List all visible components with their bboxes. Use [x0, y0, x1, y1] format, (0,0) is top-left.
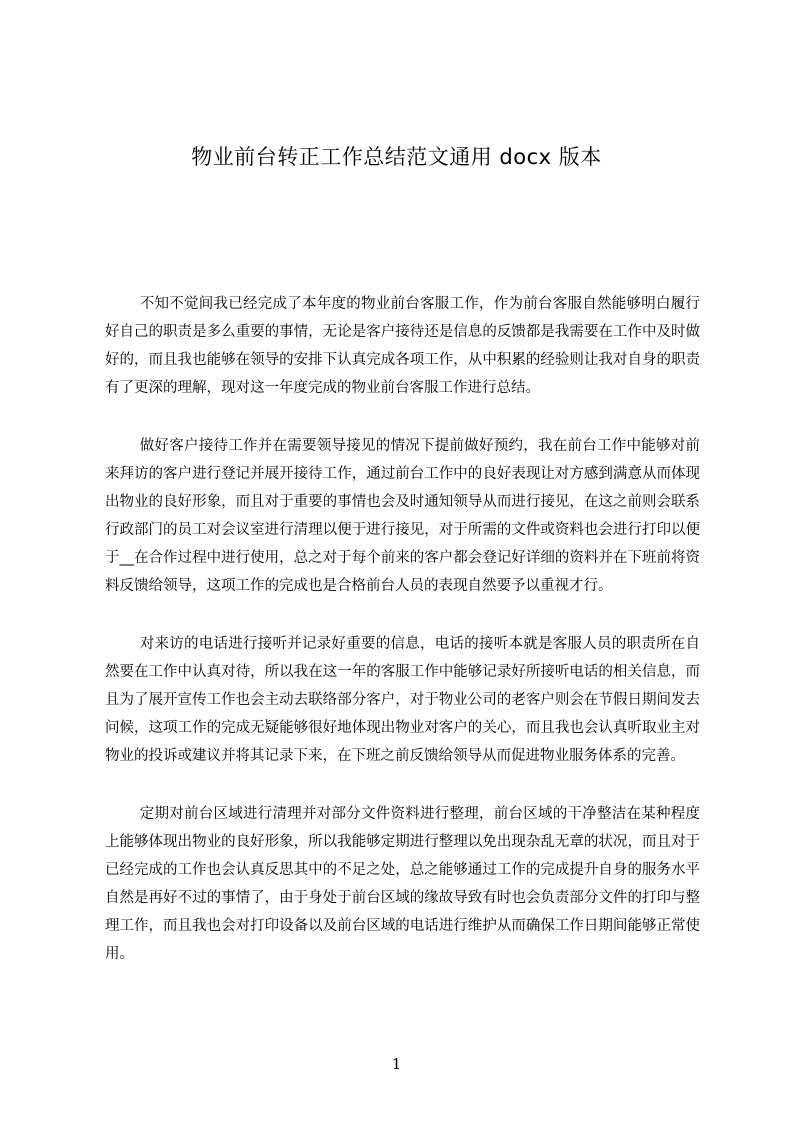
page-number: 1: [391, 1055, 402, 1073]
document-title: 物业前台转正工作总结范文通用 docx 版本: [191, 145, 602, 169]
paragraph-1: 不知不觉间我已经完成了本年度的物业前台客服工作，作为前台客服自然能够明白履行好自己的职责是多么重要的事情，无论是客户接待还是信息的反馈都是我需要在工作中及时做好的，而且我也能够在领导的安排下认真完成各项工作，从中积累的经验则让我对自身的职责有了更深的理解，现对这一年度完成的物业前台客服工作进行总结。: [105, 296, 700, 396]
paragraph-3: 对来访的电话进行接听并记录好重要的信息，电话的接听本就是客服人员的职责所在自然要在工作中认真对待，所以我在这一年的客服工作中能够记录好所接听电话的相关信息，而且为了展开宣传工作也会主动去联络部分客户，对于物业公司的老客户则会在节假日期间发去问候，这项工作的完成无疑能够很好地体现出物业对客户的关心，而且我也会认真听取业主对物业的投诉或建议并将其记录下来，在下班之前反馈给领导从而促进物业服务体系的完善。: [105, 636, 700, 764]
paragraph-2: 做好客户接待工作并在需要领导接见的情况下提前做好预约，我在前台工作中能够对前来拜访的客户进行登记并展开接待工作，通过前台工作中的良好表现让对方感到满意从而体现出物业的良好形象，而且对于重要的事情也会及时通知领导从而进行接见，在这之前则会联系行政部门的员工对会议室进行清理以便于进行接见，对于所需的文件或资料也会进行打印以便于__在合作过程中进行使用，总之对于每个前来的客户都会登记好详细的资料并在下班前将资料反馈给领导，这项工作的完成也是合格前台人员的表现自然要予以重视才行。: [105, 438, 700, 594]
paragraph-4: 定期对前台区域进行清理并对部分文件资料进行整理，前台区域的干净整洁在某种程度上能够体现出物业的良好形象，所以我能够定期进行整理以免出现杂乱无章的状况，而且对于已经完成的工作也会认真反思其中的不足之处，总之能够通过工作的完成提升自身的服务水平自然是再好不过的事情了，由于身处于前台区域的缘故导致有时也会负责部分文件的打印与整理工作，而且我也会对打印设备以及前台区域的电话进行维护从而确保工作日期间能够正常使用。: [105, 806, 700, 962]
document-body: [105, 290, 700, 998]
